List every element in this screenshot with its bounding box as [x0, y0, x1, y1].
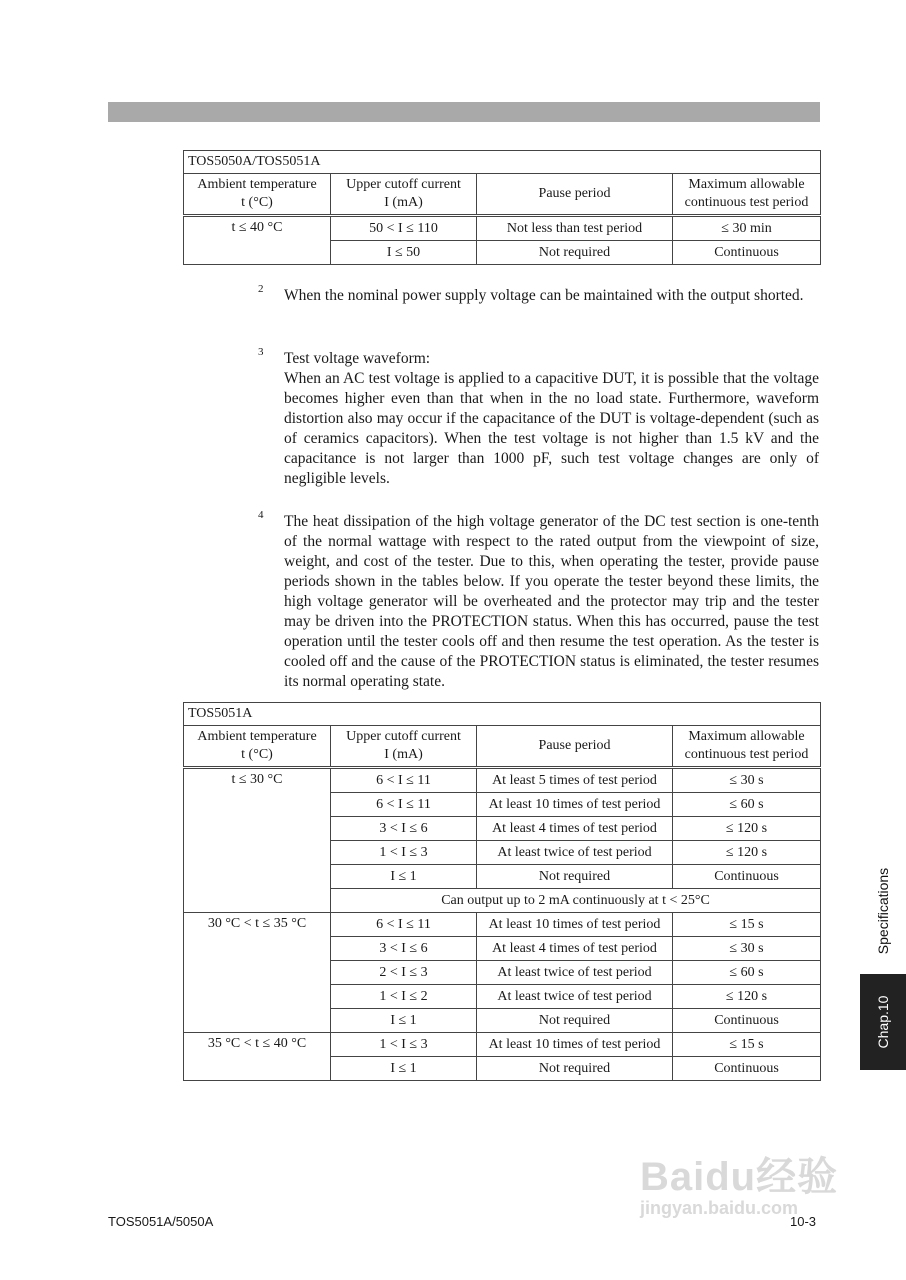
temperature-cell: 35 °C < t ≤ 40 °C	[184, 1033, 331, 1081]
current-cell: I ≤ 1	[331, 1057, 477, 1081]
current-cell: I ≤ 1	[331, 1009, 477, 1033]
max-period-cell: ≤ 120 s	[673, 817, 821, 841]
table-row	[184, 1033, 821, 1057]
max-period-cell: ≤ 60 s	[673, 961, 821, 985]
col-header-max-period: Maximum allowable continuous test period	[673, 726, 821, 768]
pause-cell: Not required	[477, 241, 673, 265]
pause-cell: At least 10 times of test period	[477, 793, 673, 817]
max-period-cell: Continuous	[673, 1009, 821, 1033]
current-cell: 6 < I ≤ 11	[331, 768, 477, 793]
temperature-cell: t ≤ 30 °C	[184, 768, 331, 913]
max-period-cell: ≤ 15 s	[673, 913, 821, 937]
col-header-pause: Pause period	[477, 174, 673, 216]
footnote-mark-2: 2	[258, 283, 264, 295]
span-note-cell: Can output up to 2 mA continuously at t < 25°C	[331, 889, 821, 913]
current-cell: 50 < I ≤ 110	[331, 216, 477, 241]
footnote-mark-3: 3	[258, 346, 264, 358]
footer-model: TOS5051A/5050A	[108, 1214, 214, 1229]
footnote-mark-4: 4	[258, 509, 264, 521]
pause-cell: Not less than test period	[477, 216, 673, 241]
current-cell: 1 < I ≤ 2	[331, 985, 477, 1009]
table-header-row	[184, 174, 821, 216]
pause-cell: Not required	[477, 1057, 673, 1081]
table-row	[184, 768, 821, 793]
col-header-temperature: Ambient temperature t (°C)	[184, 174, 331, 216]
pause-cell: Not required	[477, 865, 673, 889]
max-period-cell: Continuous	[673, 865, 821, 889]
temperature-cell: 30 °C < t ≤ 35 °C	[184, 913, 331, 1033]
col-header-pause: Pause period	[477, 726, 673, 768]
table-title: TOS5051A	[184, 703, 821, 726]
table-row	[184, 216, 821, 241]
chapter-label: Chap.10	[875, 995, 891, 1049]
max-period-cell: ≤ 60 s	[673, 793, 821, 817]
max-period-cell: ≤ 30 min	[673, 216, 821, 241]
table-header-row	[184, 726, 821, 768]
watermark	[640, 1145, 838, 1219]
current-cell: 3 < I ≤ 6	[331, 937, 477, 961]
temperature-cell: t ≤ 40 °C	[184, 216, 331, 265]
current-cell: 2 < I ≤ 3	[331, 961, 477, 985]
footnote-3	[284, 349, 819, 489]
max-period-cell: ≤ 30 s	[673, 937, 821, 961]
table-tos5051a	[183, 702, 821, 1081]
pause-cell: At least twice of test period	[477, 985, 673, 1009]
watermark-url: jingyan.baidu.com	[640, 1198, 799, 1218]
table-title: TOS5050A/TOS5051A	[184, 151, 821, 174]
pause-cell: Not required	[477, 1009, 673, 1033]
col-header-max-period: Maximum allowable continuous test period	[673, 174, 821, 216]
current-cell: I ≤ 1	[331, 865, 477, 889]
max-period-cell: ≤ 120 s	[673, 841, 821, 865]
pause-cell: At least 4 times of test period	[477, 817, 673, 841]
max-period-cell: Continuous	[673, 241, 821, 265]
current-cell: 1 < I ≤ 3	[331, 1033, 477, 1057]
header-bar	[108, 102, 820, 122]
max-period-cell: ≤ 15 s	[673, 1033, 821, 1057]
max-period-cell: Continuous	[673, 1057, 821, 1081]
footnote-2-text: When the nominal power supply voltage can be maintained with the output shorted.	[284, 287, 804, 304]
footer-page-number: 10-3	[790, 1214, 817, 1229]
current-cell: 6 < I ≤ 11	[331, 793, 477, 817]
section-tab-specifications	[860, 860, 906, 962]
current-cell: 6 < I ≤ 11	[331, 913, 477, 937]
col-header-temperature: Ambient temperature t (°C)	[184, 726, 331, 768]
max-period-cell: ≤ 30 s	[673, 768, 821, 793]
footnote-3-text: When an AC test voltage is applied to a capacitive DUT, it is possible that the voltage becomes higher even than that when in the no load state. Furthermore, waveform distortion also may occur if the capacitance of the DUT is voltage-dependent (such as of ceramics capacitors). When the test voltage is not higher than 1.5 kV and the capacitance is not larger than 1000 pF, such test voltage changes are only of negligible levels.	[284, 370, 819, 487]
col-header-current: Upper cutoff current I (mA)	[331, 726, 477, 768]
pause-cell: At least 4 times of test period	[477, 937, 673, 961]
table-tos5050a	[183, 150, 821, 265]
max-period-cell: ≤ 120 s	[673, 985, 821, 1009]
pause-cell: At least twice of test period	[477, 841, 673, 865]
col-header-current: Upper cutoff current I (mA)	[331, 174, 477, 216]
current-cell: 3 < I ≤ 6	[331, 817, 477, 841]
section-label: Specifications	[875, 867, 891, 955]
pause-cell: At least 10 times of test period	[477, 1033, 673, 1057]
footnote-3-heading: Test voltage waveform:	[284, 350, 431, 367]
watermark-brand: Baidu经验	[640, 1155, 839, 1199]
table-row	[184, 913, 821, 937]
current-cell: 1 < I ≤ 3	[331, 841, 477, 865]
chapter-tab	[860, 974, 906, 1070]
pause-cell: At least 10 times of test period	[477, 913, 673, 937]
pause-cell: At least 5 times of test period	[477, 768, 673, 793]
footnote-4-text: The heat dissipation of the high voltage generator of the DC test section is one-tenth of the normal wattage with respect to the rated output from the viewpoint of size, weight, and cost of the tester. Due to this, when operating the tester, provide pause periods shown in the tables below. If you operate the tester beyond these limits, the high voltage generator will be overheated and the protector may trip and the tester may be driven into the PROTECTION status. When this has occurred, pause the test operation until the tester cools off and then resume the test operation. As the tester is cooled off and the cause of the PROTECTION status is eliminated, the tester resumes its normal operating state.	[284, 513, 819, 690]
current-cell: I ≤ 50	[331, 241, 477, 265]
pause-cell: At least twice of test period	[477, 961, 673, 985]
